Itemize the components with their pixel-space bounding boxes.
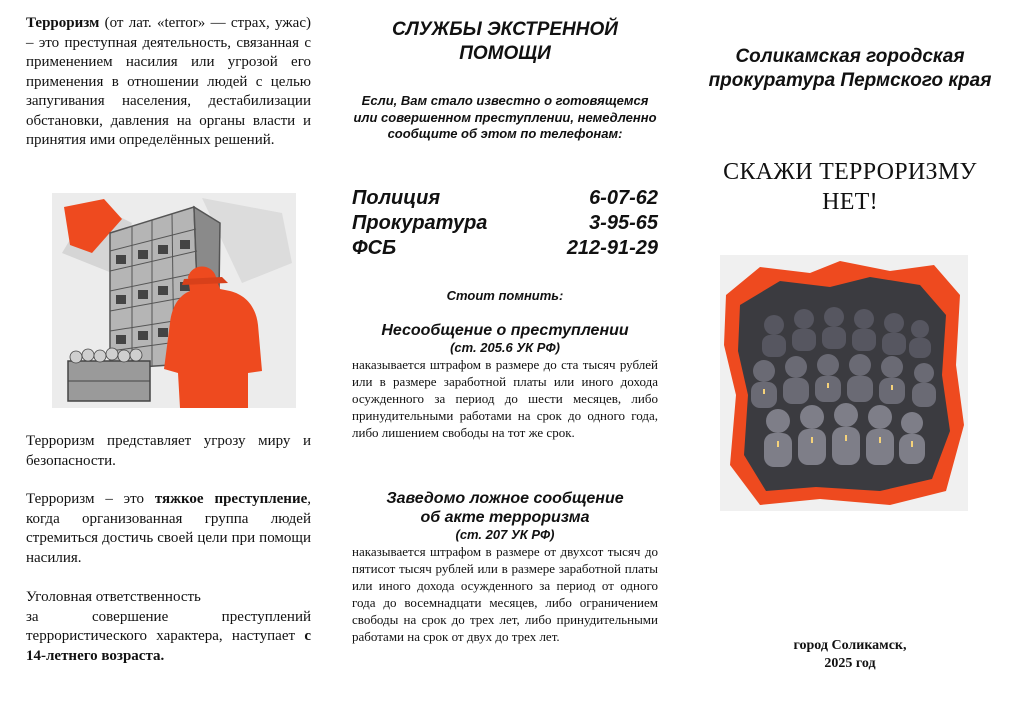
phone-row-prosecutor [352,211,658,236]
definition-text: (от лат. «terror» — страх, ужас) – это преступная деятельность, связанная с применением насилия или угрозой его применения в отношении людей с целью запугивания населения, дестабилизации обстановки, давления на органы власти и принятия ими определённых решений. [26,15,311,148]
article-title: Несообщение о преступлении [381,322,629,339]
organization-name: Соликамская городская прокуратура Пермского края [708,46,992,91]
phone-number: 3-95-65 [589,212,658,234]
phone-list [352,186,658,261]
terrorism-grave-crime [26,490,311,568]
grave-bold: тяжкое преступление [154,491,308,507]
phone-number: 212-91-29 [566,237,658,259]
article-ref: (ст. 207 УК РФ) [455,527,555,542]
middle-panel [352,0,658,725]
report-instruction: Если, Вам стало известно о готовящемся или совершенном преступлении, немедленно сообщите об этом по телефонам: [353,93,657,141]
terrorism-threat: Терроризм представляет угрозу миру и безопасности. [26,433,311,469]
grave-rest: , когда организованная группа людей стремиться достичь своей цели при помощи насилия. [26,491,312,566]
liability-line1: Уголовная ответственность [26,589,201,605]
emergency-services-heading: СЛУЖБЫ ЭКСТРЕННОЙ ПОМОЩИ [392,19,618,64]
city: город Соликамск, [793,638,907,653]
left-panel [26,0,311,725]
article-text: наказывается штрафом в размере до ста тысяч рублей или в размере заработной платы или иного дохода осужденного за период до шести месяцев, либо принудительными работами на срок до одного года, либо лишением свободы на тот же срок. [352,357,658,440]
remember-heading: Стоит помнить: [446,288,564,303]
phone-number: 6-07-62 [589,187,658,209]
article-text: наказывается штрафом в размере от двухсот тысяч до пятисот тысяч рублей или в размере заработной платы или иного дохода осужденного за период от одного года до восемнадцати месяцев, либо ограничением свободы на срок до трех лет, либо принудительными работами на срок от двух до трех лет. [352,544,658,644]
year: 2025 год [824,656,876,671]
city-and-year [700,637,1000,673]
phone-row-fsb [352,236,658,261]
grave-lead: Терроризм – это [26,491,155,507]
crowd-illustration [720,255,968,511]
article-205-6 [352,321,658,441]
slogan: СКАЖИ ТЕРРОРИЗМУ НЕТ! [723,159,977,215]
building-illustration-svg [52,193,296,408]
definition-term: Терроризм [26,15,100,31]
phone-name: Полиция [352,187,441,209]
phone-row-police [352,186,658,211]
liability-age: с 14-летнего возраста. [26,628,311,664]
article-title-line1: Заведомо ложное сообщение [386,490,624,507]
terrorism-definition [26,14,311,151]
phone-name: Прокуратура [352,212,488,234]
building-illustration [52,193,296,408]
article-title-line2: об акте терроризма [420,509,590,526]
crowd-illustration-svg [720,255,968,511]
phone-name: ФСБ [352,237,397,259]
liability-text: за совершение преступлений террористического характера, наступает [26,608,311,644]
criminal-liability [26,588,311,666]
right-panel [700,0,1000,725]
article-ref: (ст. 205.6 УК РФ) [450,340,560,355]
article-207 [352,489,658,645]
liability-rest [26,608,311,667]
